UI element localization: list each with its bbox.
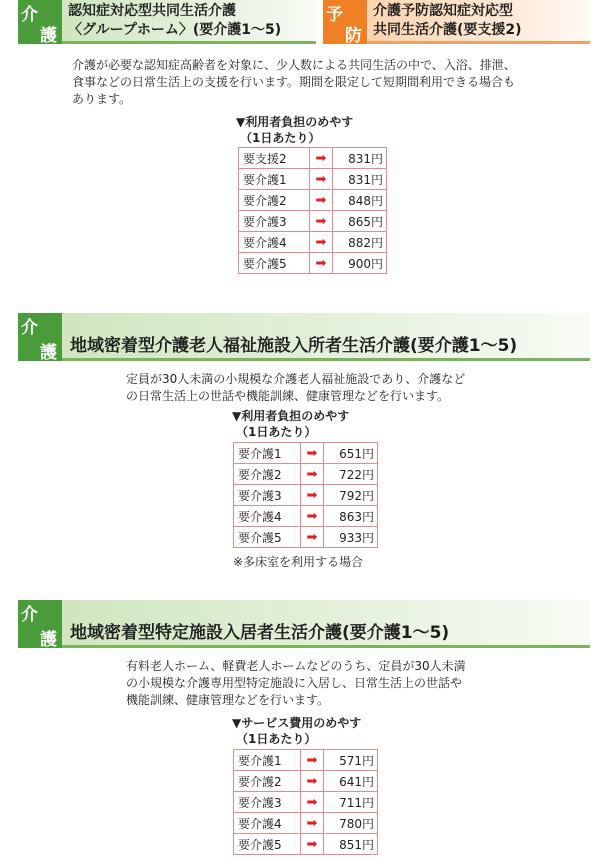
- fee-amount-cell: 900円: [333, 253, 387, 274]
- section3-description: [126, 658, 556, 709]
- arrow-icon: ➡: [310, 211, 333, 232]
- badge-char-1: 介: [21, 318, 38, 338]
- arrow-icon: ➡: [301, 813, 324, 834]
- fee-row: [239, 232, 387, 253]
- section1-table-title: [236, 114, 353, 146]
- section1-fee-table: [238, 147, 387, 274]
- fee-amount-cell: 848円: [333, 190, 387, 211]
- section2-title: 地域密着型介護老人福祉施設入所者生活介護(要介護1～5): [62, 313, 590, 361]
- fee-row: [234, 506, 378, 527]
- section1b-title: [367, 0, 590, 44]
- kaigo-badge: [18, 600, 62, 648]
- fee-row: [234, 527, 378, 548]
- fee-row: [234, 834, 378, 855]
- arrow-icon: ➡: [310, 190, 333, 211]
- table-title-line: （1日あたり）: [240, 131, 321, 145]
- care-level-cell: 要介護2: [239, 190, 310, 211]
- section1-header: [18, 0, 316, 44]
- badge-char-1: 介: [21, 605, 38, 625]
- fee-amount-cell: 865円: [333, 211, 387, 232]
- fee-row: [234, 771, 378, 792]
- arrow-icon: ➡: [301, 792, 324, 813]
- fee-row: [234, 792, 378, 813]
- arrow-icon: ➡: [301, 485, 324, 506]
- fee-row: [239, 148, 387, 169]
- arrow-icon: ➡: [301, 834, 324, 855]
- fee-row: [239, 253, 387, 274]
- section3-table-title: [232, 715, 361, 747]
- fee-amount-cell: 641円: [324, 771, 378, 792]
- care-level-cell: 要介護2: [234, 771, 301, 792]
- fee-row: [234, 813, 378, 834]
- table-title-line: ▼サービス費用のめやす: [232, 716, 362, 730]
- care-level-cell: 要介護5: [239, 253, 310, 274]
- care-level-cell: 要介護3: [234, 792, 301, 813]
- badge-char-2: 護: [40, 26, 57, 46]
- arrow-icon: ➡: [310, 148, 333, 169]
- care-level-cell: 要支援2: [239, 148, 310, 169]
- fee-amount-cell: 571円: [324, 750, 378, 771]
- fee-amount-cell: 933円: [324, 527, 378, 548]
- badge-char-2: 護: [40, 630, 57, 650]
- yobo-badge: [323, 0, 367, 44]
- care-level-cell: 要介護4: [239, 232, 310, 253]
- fee-amount-cell: 651円: [324, 443, 378, 464]
- section2-header: [18, 313, 590, 361]
- fee-amount-cell: 882円: [333, 232, 387, 253]
- section1b-title-line1: 介護予防認知症対応型: [373, 2, 513, 19]
- care-level-cell: 要介護2: [234, 464, 301, 485]
- section1-title-line2: 〈グループホーム〉(要介護1～5): [68, 21, 282, 38]
- care-level-cell: 要介護4: [234, 506, 301, 527]
- arrow-icon: ➡: [301, 771, 324, 792]
- fee-amount-cell: 780円: [324, 813, 378, 834]
- care-level-cell: 要介護3: [239, 211, 310, 232]
- fee-amount-cell: 792円: [324, 485, 378, 506]
- fee-row: [234, 443, 378, 464]
- section3-header: [18, 600, 590, 648]
- kaigo-badge: [18, 313, 62, 361]
- care-level-cell: 要介護4: [234, 813, 301, 834]
- arrow-icon: ➡: [301, 527, 324, 548]
- fee-amount-cell: 851円: [324, 834, 378, 855]
- section2-table-title: [232, 408, 349, 440]
- fee-row: [234, 464, 378, 485]
- fee-amount-cell: 831円: [333, 169, 387, 190]
- care-level-cell: 要介護5: [234, 834, 301, 855]
- arrow-icon: ➡: [301, 750, 324, 771]
- desc-line: 機能訓練、健康管理などを行います。: [126, 693, 330, 707]
- fee-amount-cell: 863円: [324, 506, 378, 527]
- section2-description: [126, 371, 556, 405]
- table-title-line: （1日あたり）: [236, 425, 317, 439]
- badge-char-2: 防: [345, 26, 362, 46]
- section2-fee-table: [233, 442, 378, 548]
- fee-amount-cell: 711円: [324, 792, 378, 813]
- section2-note: ※多床室を利用する場合: [233, 555, 364, 569]
- desc-line: 定員が30人未満の小規模な介護老人福祉施設であり、介護など: [126, 372, 466, 386]
- table-title-line: ▼利用者負担のめやす: [236, 115, 354, 129]
- arrow-icon: ➡: [310, 253, 333, 274]
- care-level-cell: 要介護5: [234, 527, 301, 548]
- fee-amount-cell: 722円: [324, 464, 378, 485]
- arrow-icon: ➡: [310, 232, 333, 253]
- table-title-line: （1日あたり）: [236, 732, 317, 746]
- section3-fee-table: [233, 749, 378, 855]
- care-level-cell: 要介護1: [234, 443, 301, 464]
- badge-char-1: 予: [326, 5, 343, 25]
- desc-line: あります。: [72, 92, 132, 106]
- badge-char-2: 護: [40, 343, 57, 363]
- kaigo-badge: [18, 0, 62, 44]
- fee-amount-cell: 831円: [333, 148, 387, 169]
- arrow-icon: ➡: [301, 443, 324, 464]
- care-level-cell: 要介護1: [234, 750, 301, 771]
- table-title-line: ▼利用者負担のめやす: [232, 409, 350, 423]
- desc-line: 食事などの日常生活上の支援を行います。期間を限定して短期間利用できる場合も: [72, 75, 516, 89]
- arrow-icon: ➡: [301, 506, 324, 527]
- care-level-cell: 要介護3: [234, 485, 301, 506]
- desc-line: 有料老人ホーム、軽費老人ホームなどのうち、定員が30人未満: [126, 659, 466, 673]
- arrow-icon: ➡: [310, 169, 333, 190]
- desc-line: 介護が必要な認知症高齢者を対象に、少人数による共同生活の中で、入浴、排泄、: [72, 58, 516, 72]
- desc-line: の日常生活上の世話や機能訓練、健康管理などを行います。: [126, 389, 450, 403]
- desc-line: の小規模な介護専用型特定施設に入居し、日常生活上の世話や: [126, 676, 463, 690]
- section1b-header: [323, 0, 590, 44]
- section1b-title-line2: 共同生活介護(要支援2): [373, 21, 522, 38]
- section1-title-line1: 認知症対応型共同生活介護: [68, 2, 236, 19]
- fee-row: [234, 485, 378, 506]
- fee-row: [239, 169, 387, 190]
- fee-row: [234, 750, 378, 771]
- care-level-cell: 要介護1: [239, 169, 310, 190]
- section1-description: [72, 57, 572, 108]
- section3-title: 地域密着型特定施設入居者生活介護(要介護1～5): [62, 600, 590, 648]
- section1-title: [62, 0, 316, 44]
- fee-row: [239, 211, 387, 232]
- badge-char-1: 介: [21, 5, 38, 25]
- fee-row: [239, 190, 387, 211]
- arrow-icon: ➡: [301, 464, 324, 485]
